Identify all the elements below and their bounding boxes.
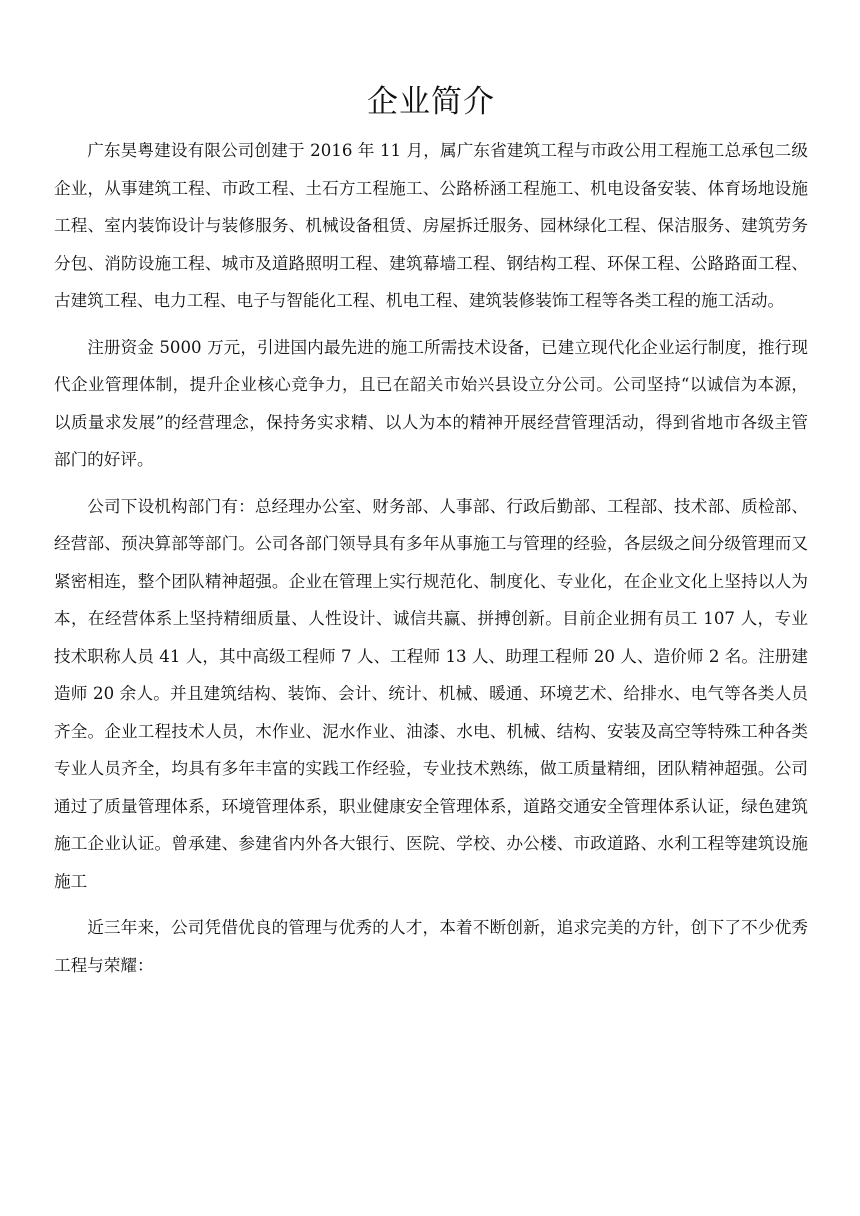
paragraph-recent-achievements: 近三年来，公司凭借优良的管理与优秀的人才，本着不断创新，追求完美的方针，创下了不少优秀工程与荣耀：	[54, 918, 808, 975]
paragraph-company-overview: 广东昊粤建设有限公司创建于 2016 年 11 月，属广东省建筑工程与市政公用工程施工总承包二级企业，从事建筑工程、市政工程、土石方工程施工、公路桥涵工程施工、机电设备安装、体育场地设施工程、室内装饰设计与装修服务、机械设备租赁、房屋拆迁服务、园林绿化工程、保洁服务、建筑劳务分包、消防设施工程、城市及道路照明工程、建筑幕墙工程、钢结构工程、环保工程、公路路面工程、古建筑工程、电力工程、电子与智能化工程、机电工程、建筑装修装饰工程等各类工程的施工活动。	[54, 141, 808, 310]
paragraph-departments-staff: 公司下设机构部门有：总经理办公室、财务部、人事部、行政后勤部、工程部、技术部、质检部、经营部、预决算部等部门。公司各部门领导具有多年从事施工与管理的经验，各层级之间分级管理而又紧密相连，整个团队精神超强。企业在管理上实行规范化、制度化、专业化，在企业文化上坚持以人为本，在经营体系上坚持精细质量、人性设计、诚信共赢、拼搏创新。目前企业拥有员工 107 人，专业技术职称人员 41 人，其中高级工程师 7 人、工程师 13 人、助理工程师 20 人、造价师 2 名。注册建造师 20 余人。并且建筑结构、装饰、会计、统计、机械、暖通、环境艺术、给排水、电气等各类人员齐全。企业工程技术人员，木作业、泥水作业、油漆、水电、机械、结构、安装及高空等特殊工种各类专业人员齐全，均具有多年丰富的实践工作经验，专业技术熟练，做工质量精细，团队精神超强。公司通过了质量管理体系，环境管理体系，职业健康安全管理体系，道路交通安全管理体系认证，绿色建筑施工企业认证。曾承建、参建省内外各大银行、医院、学校、办公楼、市政道路、水利工程等建筑设施施工	[54, 496, 808, 891]
document-title: 企业简介	[367, 84, 495, 120]
paragraph-registered-capital: 注册资金 5000 万元，引进国内最先进的施工所需技术设备，已建立现代化企业运行制度，推行现代企业管理体制，提升企业核心竞争力，且已在韶关市始兴县设立分公司。公司坚持“以诚信为本源，以质量求发展”的经营理念，保持务实求精、以人为本的精神开展经营管理活动，得到省地市各级主管部门的好评。	[54, 337, 808, 469]
